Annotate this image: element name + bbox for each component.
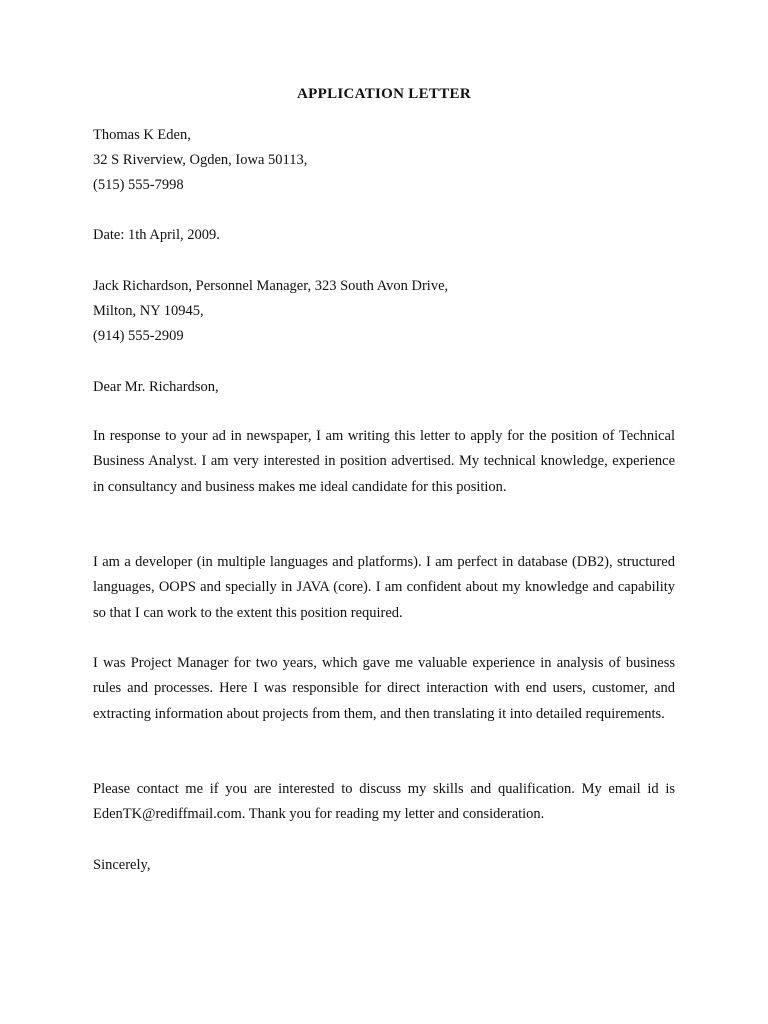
closing: Sincerely, (93, 857, 151, 873)
sender-phone: (515) 555-7998 (93, 177, 184, 193)
letter-date: Date: 1th April, 2009. (93, 227, 220, 243)
body-paragraph-3: I was Project Manager for two years, which gave me valuable experience in analysis of business rules and processes. Here I was responsible for direct interaction with end users, customer, and extracting information about projects from them, and then translating it into detailed requirements. (93, 655, 675, 722)
salutation: Dear Mr. Richardson, (93, 379, 219, 395)
sender-address: 32 S Riverview, Ogden, Iowa 50113, (93, 152, 308, 168)
recipient-line-2: Milton, NY 10945, (93, 303, 204, 319)
recipient-line-1: Jack Richardson, Personnel Manager, 323 South Avon Drive, (93, 278, 449, 294)
body-paragraph-2: I am a developer (in multiple languages and platforms). I am perfect in database (DB2), structured languages, OOPS and specially in JAVA (core). I am confident about my knowledge and capability so that I can work to the extent this position required. (93, 554, 675, 621)
recipient-phone: (914) 555-2909 (93, 328, 184, 344)
body-paragraph-4: Please contact me if you are interested to discuss my skills and qualification. My email id is EdenTK@rediffmail.com. Thank you for reading my letter and consideration. (93, 781, 675, 823)
sender-name: Thomas K Eden, (93, 127, 191, 143)
body-paragraph-1: In response to your ad in newspaper, I am writing this letter to apply for the position of Technical Business Analyst. I am very interested in position advertised. My technical knowledge, experience in consultancy and business makes me ideal candidate for this position. (93, 428, 675, 495)
letter-title: APPLICATION LETTER (297, 86, 471, 102)
